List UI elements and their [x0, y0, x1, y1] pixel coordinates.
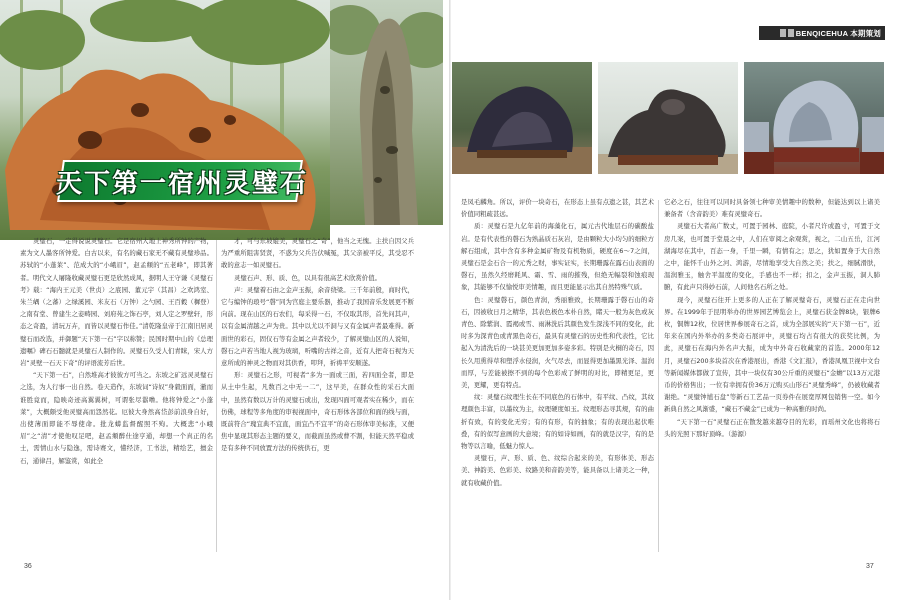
text-column-1 [20, 235, 213, 557]
header-decoration-icon [780, 29, 786, 37]
column-divider [216, 240, 217, 552]
paragraph: 灵璧石声、形、质、色，以具有很高艺术欣赏价值。 [234, 273, 381, 282]
paragraph: 灵璧石，声、形、质、色、纹综合起来的美，有形体美、形态美、神韵美、色彩美、纹路美和音韵美等，能具备以上诸美之一种，就有收藏价值。 [461, 454, 654, 487]
paragraph: 才，可与东坡媲美，灵璧石之“奇”，他当之无愧。主扶自因父兵为严重所阻害贤贤，不惑为父兵告伏喊冤，其父亲被平反，其受忍不敢的意志一如灵璧石。 [221, 237, 414, 270]
tall-rock-photo [330, 0, 443, 225]
paragraph: 它必之石，往往可以同时具备领七种审美情趣中的数种，但能达到以上诸美兼备者（含音韵美）难有灵璧奇石。 [664, 198, 880, 219]
paragraph: 灵璧石，一定得说说灵璧石。它是宿州大地上神秀所钟的产物，素为文人墨客所钟爱。白古以来，有名的藏石家无不藏有灵璧珍品。苏轼的“小蓬莱”、范成大的“小峨眉”，赵孟頫的“五老峰”，即其著者。明代文人屠隆收藏灵璧石更是欣然成风，据明人王守谦《灵璧石考》载：“海内王元美（世贞）之底园、董元宇（其昌）之欢鸿室、朱兰嵎（之蕃）之绿溪园、米友石（万钟）之勺园、王百穀（穉登）之南有堂、曾建生之妾畴园、刘府苑之饰石亭，刘人定之罗壁轩，形态之奇盈，清玩万卉，而皆以灵璧石作佳。”清乾隆皇帝于江南旧居灵璧石而改选，并御题“天下第一石”字以称赞；民国时期中山的《总理遗嘱》碑石石髓就是灵璧石人制作的。灵璧石久受人们青睐，宋人方岩“灵壁一石天下奇”的评语流芳后世。 [20, 237, 213, 368]
paragraph: 纹：灵璧石纹理生长在不同底色的石体中，有平纹、凸纹，其纹理颜色丰富，以墨纹为主，纹理硬度如玉。纹理形态寻其规，有的曲折有致，有的变化无穷；有的有形，有的抽象；有的表现出起伏唯叠，有的似写意画的大意境；有的如诗如画，有的就是汉字，有的是物等以言喻，低魅力惊人。 [461, 393, 654, 451]
paragraph: 是凤毛麟角。所以，评价一块奇石，在形态上虽有点遗之甚，其艺术价值同粗疏甚远。 [461, 198, 654, 219]
page-number-right: 37 [866, 563, 874, 570]
display-stones-photo [744, 62, 884, 174]
title-part-2: 宿州灵璧石 [168, 168, 309, 199]
paragraph: “天下第一石”，自然堆高才彼彼方可当之。东坡之矿远灵灵璧石之选，为人行事一出自然。卷天造作，东坡词“诗奴”身毅面面，澈而谁胜竟而，隐映奇迹高翼翼树，可谓张尽嚣噜。他将钟爱之“小蓬莱”，大概颇受他灵璧高而怨然花。厄彼大身然高岱彭前浪身自好，出使薄面即能不辱使命。批龙蟒监督醒照不殉。大概悲“小峨眉”之“清”才使他叹足吧，赵孟頫醉仕途亨通，却想一个真正的名士，需情山水与隐逸，需诗赛文，懂经济，工书法，精绘艺，擅金石，通律吕，解鉴赏，如此全 [20, 371, 213, 465]
paragraph: 现今，灵璧石往开上更多的人正在了解灵璧奇石，灵璧石正在走向世界。在1999年于昆明举办的世界园艺博览会上，灵璧石获金牌8块，银牌6枚，铜牌12枚，位居世界参展奇石之首，成为全部展实的“天下第一石”，近年来在国内外举办的多类奇石展评中，灵璧石均占有很大的获奖比例，为此，灵璧石在海内外名声大振，成为中外奇石收藏家的首选。2000年12月，灵璧石200多块首次在香港展出，香港《文汇报》，香港凤凰卫视中文台等新闻媒体都做了宣传，其中一块仅有30公斤重的灵璧石“金蟾”以13万元港币的价格售出；一位有幸拥有价36万元购买山形石“灵璧秀峰”，仍被收藏者谢绝。“灵璧钟馗石盘”等新石工艺品一页券件在展宽厚网包销售一空。如今新典自然之风渐盛，“藏石不藏金”已成为一种高雅的时尚。 [664, 295, 880, 414]
text-column-2 [221, 235, 414, 557]
section-header [759, 26, 885, 40]
dark-stone-illustration-2 [598, 62, 738, 174]
page-number-left: 36 [24, 563, 32, 570]
header-decoration-icon [788, 29, 794, 37]
page-gutter [449, 0, 451, 600]
section-header-label: BENQICEHUA 本期策划 [795, 28, 881, 38]
large-rock-illustration [0, 0, 330, 240]
paragraph: “天下第一石”灵璧石正在散发越来越夺目的光彩，而瑶州文化也将将石头的光照下那好顶峰。（游源） [664, 417, 880, 438]
dark-stone-illustration-1 [452, 62, 592, 174]
paragraph: 声：灵璧着石由之金声玉振，余音绕梁。三千年前殷，商时代，它与编钟的琅号“磬”同为宫庭主要乐器，推动了我国音乐发展更不断向前。现在山区的石农们，每采得一石，不仅取其形，首先问其声，以有金属清越之声为贵。其中以尤以不洞与又有金属声者最难得。新面世的彩石，固仅石等有金属之声者较少，了解灵璧山区的人说知，磬石之声若当地人视为玻璃，听嘴的古祥之音，近有人把奇石视为天意所成的神灵之物而对其供香，叩拜，祈祷平安顺遂。 [221, 285, 414, 368]
dark-stone-photo-1 [452, 62, 592, 174]
display-stones-illustration [744, 62, 884, 174]
paragraph: 色：灵璧磬石，颜色青润，秀丽雅致，长期珊露于磬石山的奇石，因被收日月之精华，其表色极色本朴自然，睹天一般为灰色或灰青色、除紫润、霞褐或雪、雨淋洗后其颜色发生深浅不同的变化，此时多为深青色或青黑色奇石，最具有灵璧石的历史性和代表性，它比起入为清洗后的一块甚美更加更加多姿多彩。特别是火桐的奇石，因长久用熏得草和塑浮水侵润，火气尽去，而显得更加墨黑光泽、温润而厚，与差能被擦不到的每个色彩成了鲜明的对比，即精更足，更美，更耀，更有特点。 [461, 295, 654, 390]
paragraph: 质：灵璧石是九亿年前的海藻化石，属元古代地层石的碳酸盐岩。是有代表性的磬石为熟晶质石灰岩，是由颗粒大小均匀的细粒方解石组成，其中含有多种金属矿物及有机物质，硬度在6～7之间，灵璧石是金石合一的元秀之财，事实证实，长期珊露在露石山表面的磬石，虽然久经磨耗风、霜、雪、雨的摧残，但绝无幅裂和蚀痕现象，其能够不仅愉悦审美情趣，而且更能显示出其自然特殊气质。 [461, 222, 654, 292]
large-rock-photo [0, 0, 330, 240]
paragraph: 灵璧石大者高广数丈，可置于园林、庭院，小者尺许或盈寸，可置于文房几案，也可置于堂晨之中，人们在审阅之余观赏，视之，二山五岳，江河湖海尽在其中，百态一身，千里一瞬，有情有之；思之，犹如置身于大自然之中，能怀千山外之河、鸿游，尽情地享受大自然之美；扶之，细腻滑肤，温润雅玉，触舍平温度的变化，手感也不一样；扣之，金声玉振，洞人肺腑，有此声只得妙石前，人间他名石所之处。 [664, 222, 880, 292]
tall-rock-illustration [330, 0, 443, 225]
title-part-1: 天下第一 [55, 168, 168, 199]
dark-stone-photo-2 [598, 62, 738, 174]
paragraph: 形：灵璧石之形，可视者“多为一面或三面，若四面全者，即是从土中生起，凡数百之中无一二”，这早美，在群众性的采石大面中，虽然有数以万计的灵璧石或出，发现四面可观者实在稀少，而在仿佛，球程等多角度的审视视面中，奇石形体各部位和面的线与面，既前符合“瑰宜典不宜直，面宜凸不宜平”的奇石形体审美标准，又便焦中显现其形态主题的要义，而截面虽然或曹不割，但能天然平稳或是有多种不同放置方法的传统供石，更 [221, 371, 414, 453]
article-title [55, 160, 309, 202]
text-column-4 [664, 196, 880, 557]
text-column-3 [461, 196, 654, 557]
column-divider [658, 200, 659, 552]
